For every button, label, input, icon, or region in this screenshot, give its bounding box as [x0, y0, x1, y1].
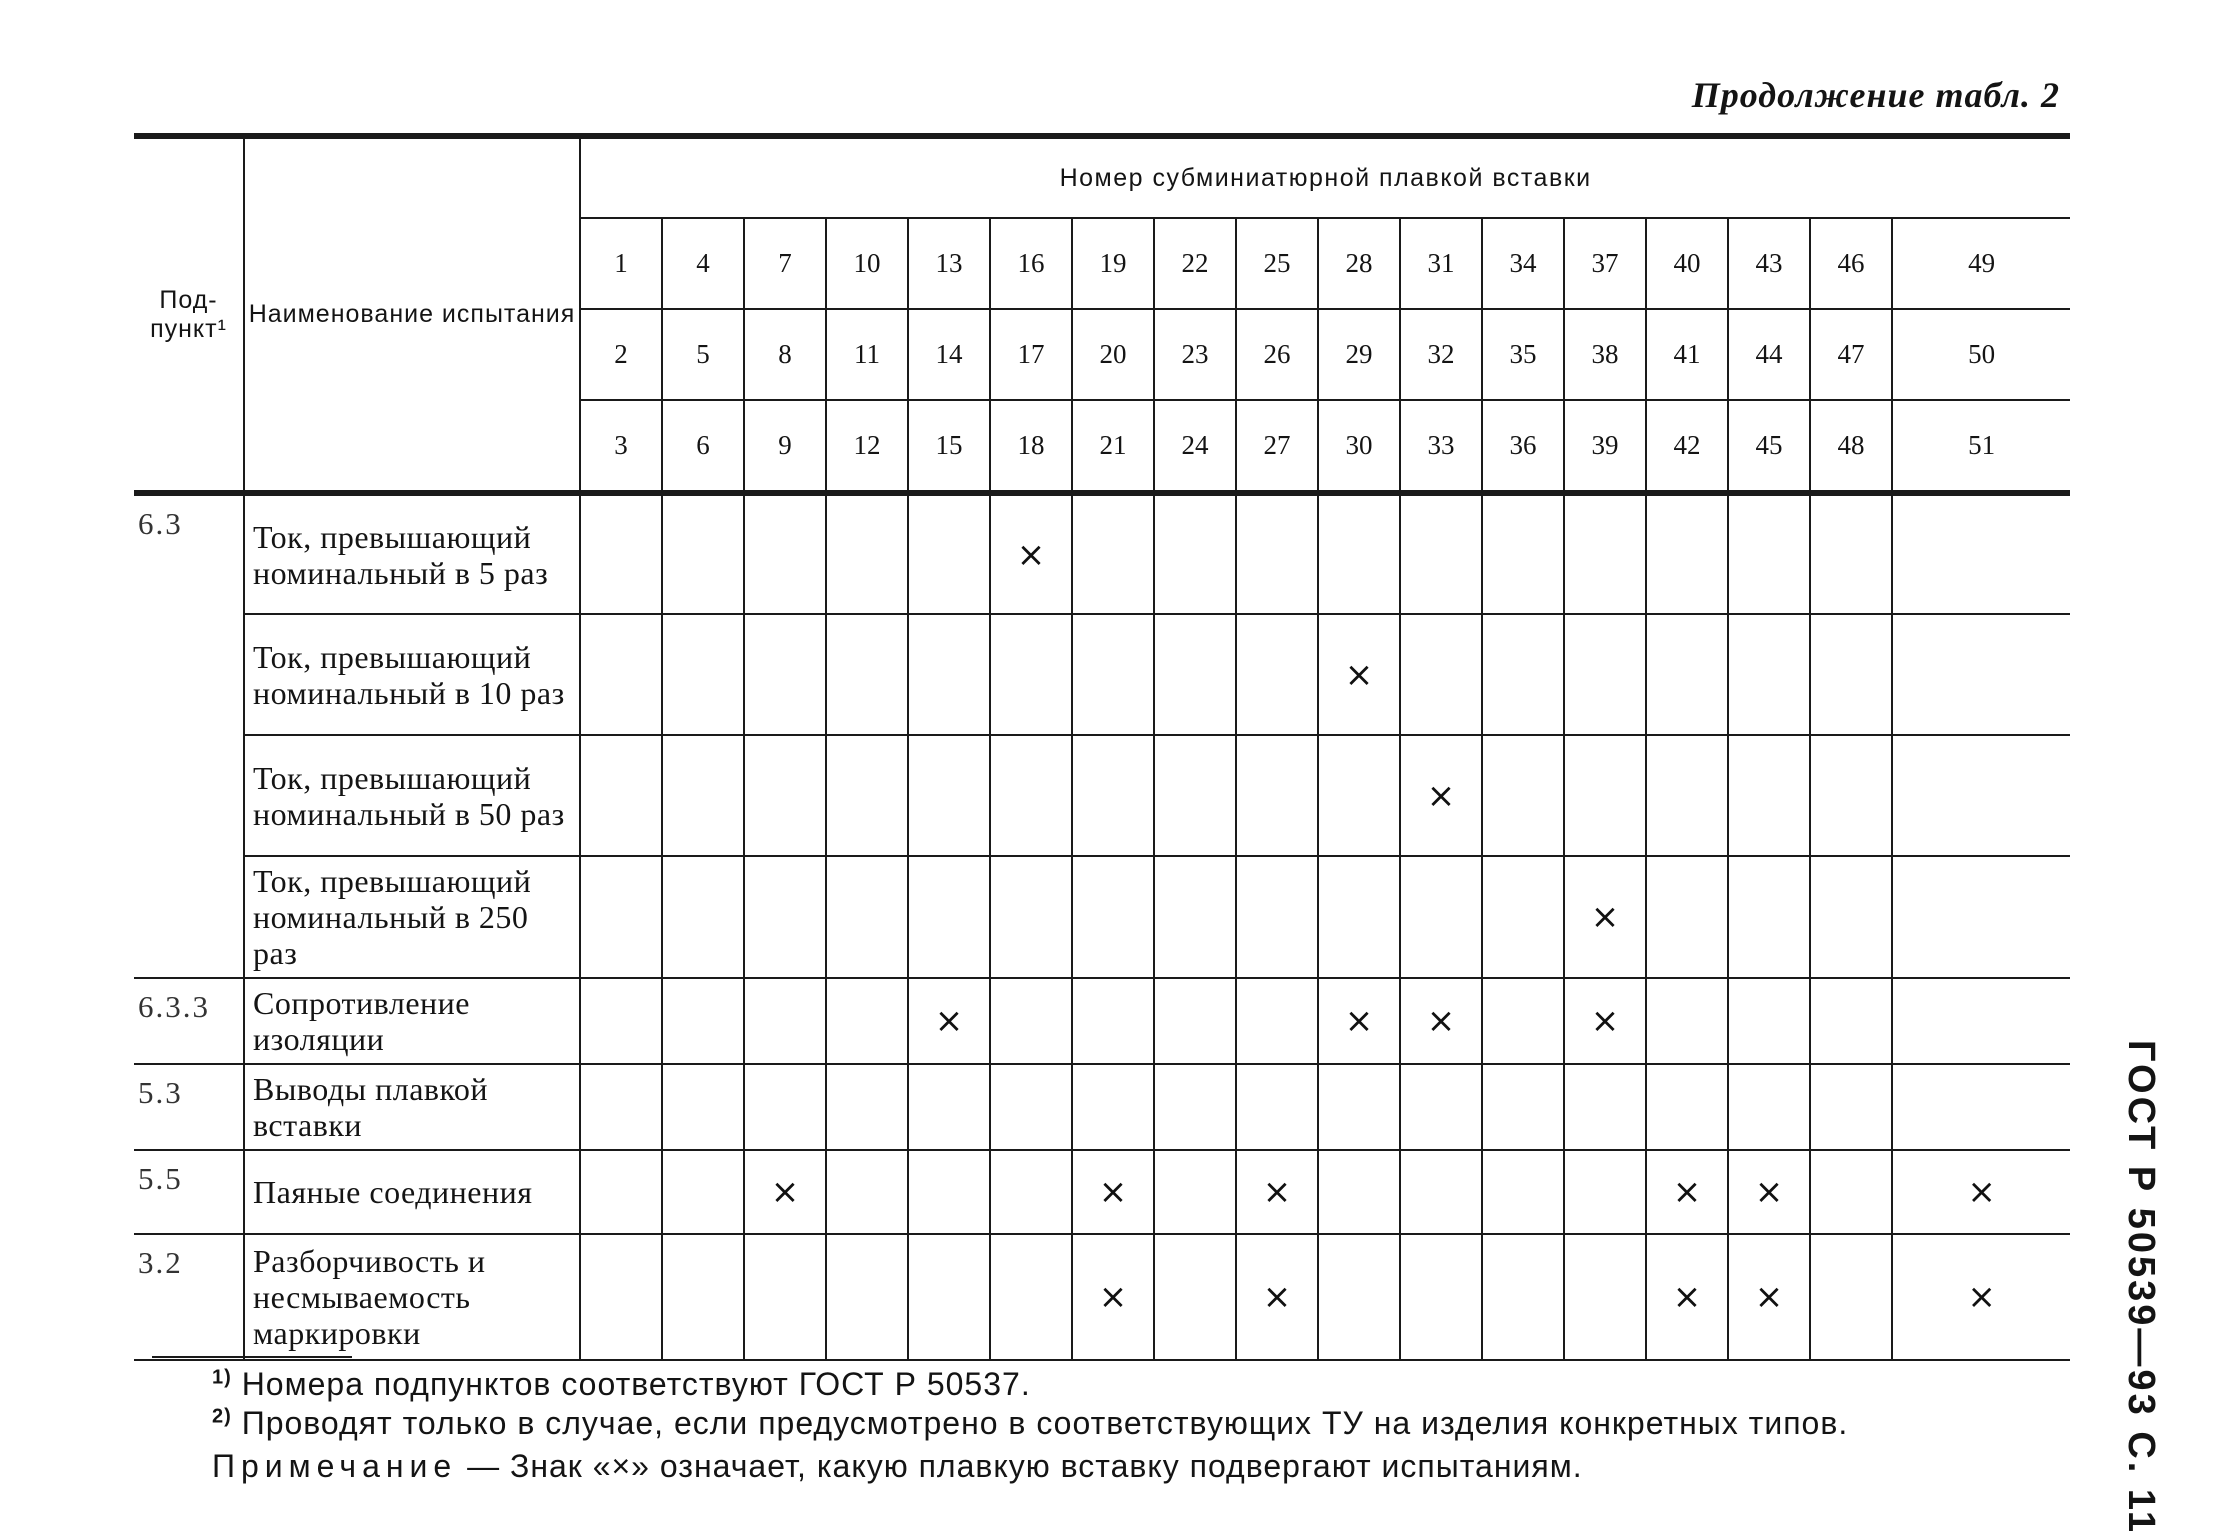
empty-cell — [1072, 735, 1154, 856]
empty-cell — [1482, 856, 1564, 978]
empty-cell — [1564, 493, 1646, 614]
empty-cell — [580, 1064, 662, 1150]
empty-cell — [1236, 1064, 1318, 1150]
empty-cell — [1236, 493, 1318, 614]
empty-cell — [1154, 614, 1236, 735]
empty-cell — [1728, 1064, 1810, 1150]
insert-number: 21 — [1072, 400, 1154, 493]
empty-cell — [744, 735, 826, 856]
empty-cell — [1892, 856, 2070, 978]
insert-number: 33 — [1400, 400, 1482, 493]
empty-cell — [580, 1150, 662, 1234]
insert-number: 28 — [1318, 218, 1400, 309]
table-row — [134, 1064, 2070, 1150]
empty-cell — [580, 856, 662, 978]
insert-number: 5 — [662, 309, 744, 400]
table-row — [134, 856, 2070, 978]
insert-number: 32 — [1400, 309, 1482, 400]
insert-number: 8 — [744, 309, 826, 400]
insert-number: 47 — [1810, 309, 1892, 400]
subpunkt-cell — [134, 735, 244, 856]
empty-cell — [1810, 1150, 1892, 1234]
insert-number: 50 — [1892, 309, 2070, 400]
insert-number: 26 — [1236, 309, 1318, 400]
empty-cell — [1646, 1064, 1728, 1150]
empty-cell — [1236, 978, 1318, 1064]
empty-cell — [1318, 856, 1400, 978]
insert-number: 38 — [1564, 309, 1646, 400]
insert-number: 39 — [1564, 400, 1646, 493]
empty-cell — [662, 1150, 744, 1234]
empty-cell — [1318, 493, 1400, 614]
insert-number: 34 — [1482, 218, 1564, 309]
footnote-1-mark: 1) — [212, 1366, 232, 1389]
empty-cell — [580, 1234, 662, 1360]
empty-cell — [1400, 1064, 1482, 1150]
test-mark-cell: × — [1236, 1150, 1318, 1234]
empty-cell — [580, 493, 662, 614]
insert-number: 1 — [580, 218, 662, 309]
empty-cell — [1810, 978, 1892, 1064]
empty-cell — [580, 978, 662, 1064]
insert-number: 43 — [1728, 218, 1810, 309]
insert-number: 40 — [1646, 218, 1728, 309]
insert-number: 22 — [1154, 218, 1236, 309]
subpunkt-cell: 5.5 — [134, 1150, 244, 1234]
insert-number: 29 — [1318, 309, 1400, 400]
empty-cell — [826, 493, 908, 614]
standard-side-label: ГОСТ Р 50539—93 С. 11 — [2120, 1040, 2162, 1535]
test-mark-cell: × — [990, 493, 1072, 614]
insert-number: 12 — [826, 400, 908, 493]
empty-cell — [1154, 735, 1236, 856]
empty-cell — [1154, 493, 1236, 614]
test-name-cell: Ток, превышающий номинальный в 5 раз — [244, 493, 580, 614]
empty-cell — [1892, 978, 2070, 1064]
header-test-name: Наименование испытания — [244, 136, 580, 493]
subpunkt-cell: 5.3 — [134, 1064, 244, 1150]
insert-number: 41 — [1646, 309, 1728, 400]
empty-cell — [826, 1234, 908, 1360]
table-row — [134, 614, 2070, 735]
empty-cell — [1892, 614, 2070, 735]
empty-cell — [1564, 1064, 1646, 1150]
insert-number: 2 — [580, 309, 662, 400]
empty-cell — [1728, 735, 1810, 856]
insert-number: 44 — [1728, 309, 1810, 400]
empty-cell — [1318, 735, 1400, 856]
empty-cell — [826, 856, 908, 978]
footnote-2-mark: 2) — [212, 1405, 232, 1428]
empty-cell — [1154, 1150, 1236, 1234]
table-caption: Продолжение табл. 2 — [1691, 75, 2060, 115]
table-note — [212, 1448, 1583, 1485]
empty-cell — [744, 493, 826, 614]
empty-cell — [908, 493, 990, 614]
table-row — [134, 1234, 2070, 1360]
empty-cell — [990, 1150, 1072, 1234]
empty-cell — [1400, 1234, 1482, 1360]
test-mark-cell: × — [1318, 614, 1400, 735]
insert-number: 31 — [1400, 218, 1482, 309]
table-row — [134, 1150, 2070, 1234]
empty-cell — [1482, 614, 1564, 735]
empty-cell — [990, 978, 1072, 1064]
table-row — [134, 735, 2070, 856]
insert-number: 51 — [1892, 400, 2070, 493]
empty-cell — [1564, 1234, 1646, 1360]
footnote-divider — [152, 1356, 352, 1358]
empty-cell — [662, 614, 744, 735]
table-row — [134, 978, 2070, 1064]
empty-cell — [1072, 614, 1154, 735]
empty-cell — [1646, 735, 1728, 856]
empty-cell — [662, 493, 744, 614]
insert-number: 16 — [990, 218, 1072, 309]
empty-cell — [1400, 493, 1482, 614]
empty-cell — [990, 1064, 1072, 1150]
test-name-cell: Ток, превышающий номинальный в 10 раз — [244, 614, 580, 735]
empty-cell — [908, 1234, 990, 1360]
empty-cell — [1318, 1150, 1400, 1234]
empty-cell — [908, 856, 990, 978]
empty-cell — [1154, 856, 1236, 978]
empty-cell — [1482, 735, 1564, 856]
empty-cell — [1728, 856, 1810, 978]
header-subpunkt: Под-пункт¹ — [134, 136, 244, 493]
test-mark-cell: × — [1072, 1150, 1154, 1234]
empty-cell — [1236, 856, 1318, 978]
test-mark-cell: × — [908, 978, 990, 1064]
test-name-cell: Сопротивление изоляции — [244, 978, 580, 1064]
subpunkt-cell — [134, 856, 244, 978]
insert-number: 49 — [1892, 218, 2070, 309]
empty-cell — [1646, 978, 1728, 1064]
test-mark-cell: × — [1318, 978, 1400, 1064]
empty-cell — [744, 614, 826, 735]
test-mark-cell: × — [1892, 1150, 2070, 1234]
test-mark-cell: × — [1564, 978, 1646, 1064]
empty-cell — [1154, 978, 1236, 1064]
footnote-2 — [212, 1405, 1848, 1442]
table-header — [134, 136, 2070, 493]
empty-cell — [662, 978, 744, 1064]
empty-cell — [1482, 1234, 1564, 1360]
test-name-cell: Разборчивость и несмываемость маркировки — [244, 1234, 580, 1360]
empty-cell — [1400, 1150, 1482, 1234]
empty-cell — [1072, 1064, 1154, 1150]
test-mark-cell: × — [1400, 735, 1482, 856]
test-mark-cell: × — [1646, 1234, 1728, 1360]
insert-number: 19 — [1072, 218, 1154, 309]
subpunkt-cell — [134, 614, 244, 735]
empty-cell — [1072, 493, 1154, 614]
insert-number: 14 — [908, 309, 990, 400]
note-label: Примечание — [212, 1448, 458, 1484]
empty-cell — [1236, 614, 1318, 735]
test-mark-cell: × — [1236, 1234, 1318, 1360]
table-row — [134, 493, 2070, 614]
empty-cell — [1482, 1150, 1564, 1234]
empty-cell — [826, 614, 908, 735]
insert-number: 36 — [1482, 400, 1564, 493]
empty-cell — [662, 856, 744, 978]
insert-number: 37 — [1564, 218, 1646, 309]
empty-cell — [1564, 1150, 1646, 1234]
footnote-1-text: Номера подпунктов соответствуют ГОСТ Р 50537. — [241, 1366, 1031, 1402]
empty-cell — [1482, 1064, 1564, 1150]
test-mark-cell: × — [1072, 1234, 1154, 1360]
empty-cell — [744, 1234, 826, 1360]
empty-cell — [1646, 614, 1728, 735]
insert-number: 42 — [1646, 400, 1728, 493]
test-mark-cell: × — [1728, 1150, 1810, 1234]
empty-cell — [1810, 856, 1892, 978]
test-name-cell: Ток, превышающий номинальный в 50 раз — [244, 735, 580, 856]
insert-number: 10 — [826, 218, 908, 309]
empty-cell — [1810, 614, 1892, 735]
empty-cell — [1810, 1234, 1892, 1360]
insert-number: 18 — [990, 400, 1072, 493]
insert-number: 48 — [1810, 400, 1892, 493]
test-table — [134, 133, 2070, 1361]
insert-number: 46 — [1810, 218, 1892, 309]
empty-cell — [908, 1064, 990, 1150]
empty-cell — [826, 735, 908, 856]
footnote-1 — [212, 1366, 1031, 1403]
empty-cell — [1072, 978, 1154, 1064]
insert-number: 25 — [1236, 218, 1318, 309]
empty-cell — [1482, 493, 1564, 614]
empty-cell — [1400, 856, 1482, 978]
header-group-title: Номер субминиатюрной плавкой вставки — [580, 136, 2070, 218]
test-name-cell: Выводы плавкой вставки — [244, 1064, 580, 1150]
empty-cell — [826, 1150, 908, 1234]
empty-cell — [1892, 735, 2070, 856]
empty-cell — [1728, 493, 1810, 614]
empty-cell — [1564, 614, 1646, 735]
insert-number: 30 — [1318, 400, 1400, 493]
test-mark-cell: × — [744, 1150, 826, 1234]
insert-number: 17 — [990, 309, 1072, 400]
test-name-cell: Ток, превышающий номинальный в 250 раз — [244, 856, 580, 978]
empty-cell — [580, 614, 662, 735]
test-mark-cell: × — [1646, 1150, 1728, 1234]
empty-cell — [1646, 856, 1728, 978]
insert-number: 7 — [744, 218, 826, 309]
table-body — [134, 493, 2070, 1360]
empty-cell — [990, 1234, 1072, 1360]
test-mark-cell: × — [1400, 978, 1482, 1064]
empty-cell — [908, 614, 990, 735]
insert-number: 20 — [1072, 309, 1154, 400]
insert-number: 24 — [1154, 400, 1236, 493]
empty-cell — [580, 735, 662, 856]
subpunkt-cell: 6.3 — [134, 493, 244, 614]
empty-cell — [908, 735, 990, 856]
insert-number: 35 — [1482, 309, 1564, 400]
empty-cell — [744, 1064, 826, 1150]
empty-cell — [990, 614, 1072, 735]
empty-cell — [1318, 1234, 1400, 1360]
test-mark-cell: × — [1728, 1234, 1810, 1360]
insert-number: 23 — [1154, 309, 1236, 400]
insert-number: 4 — [662, 218, 744, 309]
empty-cell — [1892, 1064, 2070, 1150]
empty-cell — [744, 856, 826, 978]
test-mark-cell: × — [1564, 856, 1646, 978]
insert-number: 45 — [1728, 400, 1810, 493]
empty-cell — [908, 1150, 990, 1234]
footnote-2-text: Проводят только в случае, если предусмотрено в соответствующих ТУ на изделия конкретных типов. — [241, 1405, 1849, 1441]
insert-number: 6 — [662, 400, 744, 493]
insert-number: 27 — [1236, 400, 1318, 493]
empty-cell — [1810, 493, 1892, 614]
insert-number: 9 — [744, 400, 826, 493]
note-text: — Знак «×» означает, какую плавкую вставку подвергают испытаниям. — [467, 1448, 1583, 1484]
empty-cell — [1154, 1234, 1236, 1360]
empty-cell — [1236, 735, 1318, 856]
empty-cell — [1318, 1064, 1400, 1150]
empty-cell — [1646, 493, 1728, 614]
empty-cell — [1072, 856, 1154, 978]
empty-cell — [990, 735, 1072, 856]
insert-number: 15 — [908, 400, 990, 493]
insert-number: 13 — [908, 218, 990, 309]
empty-cell — [990, 856, 1072, 978]
empty-cell — [826, 1064, 908, 1150]
test-name-cell: Паяные соединения — [244, 1150, 580, 1234]
empty-cell — [1810, 1064, 1892, 1150]
empty-cell — [1810, 735, 1892, 856]
subpunkt-cell: 3.2 — [134, 1234, 244, 1360]
test-mark-cell: × — [1892, 1234, 2070, 1360]
empty-cell — [826, 978, 908, 1064]
empty-cell — [1892, 493, 2070, 614]
empty-cell — [1728, 614, 1810, 735]
insert-number: 3 — [580, 400, 662, 493]
empty-cell — [1728, 978, 1810, 1064]
empty-cell — [1564, 735, 1646, 856]
insert-number: 11 — [826, 309, 908, 400]
empty-cell — [744, 978, 826, 1064]
empty-cell — [1400, 614, 1482, 735]
empty-cell — [1482, 978, 1564, 1064]
empty-cell — [1154, 1064, 1236, 1150]
empty-cell — [662, 1234, 744, 1360]
subpunkt-cell: 6.3.3 — [134, 978, 244, 1064]
empty-cell — [662, 735, 744, 856]
empty-cell — [662, 1064, 744, 1150]
